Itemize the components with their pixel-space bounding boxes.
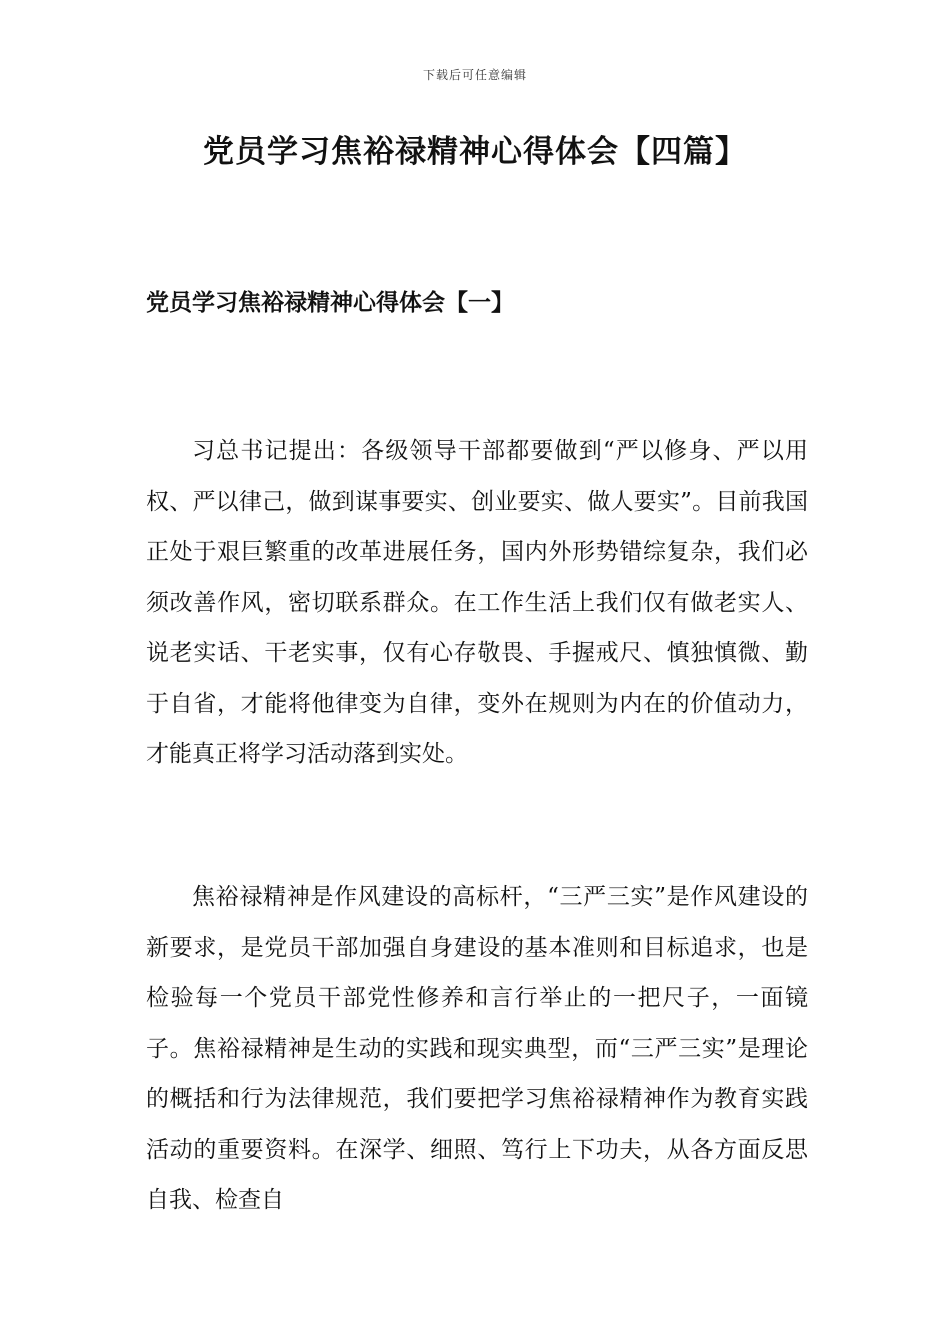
header-note: 下载后可任意编辑 (422, 68, 527, 82)
paragraph-2: 焦裕禄精神是作风建设的高标杆，“三严三实”是作风建设的新要求，是党员干部加强自身建设的基本准则和目标追求，也是检验每一个党员干部党性修养和言行举止的一把尺子，一面镜子。焦裕禄精神是生动的实践和现实典型，而“三严三实”是理论的概括和行为法律规范，我们要把学习焦裕禄精神作为教育实践活动的重要资料。在深学、细照、笃行上下功夫，从各方面反思自我、检查自 (146, 884, 808, 1213)
section-heading: 党员学习焦裕禄精神心得体会【一】 (146, 289, 514, 316)
paragraph-1: 习总书记提出：各级领导干部都要做到“严以修身、严以用权、严以律己，做到谋事要实、创业要实、做人要实”。目前我国正处于艰巨繁重的改革进展任务，国内外形势错综复杂，我们必须改善作风，密切联系群众。在工作生活上我们仅有做老实人、说老实话、干老实事，仅有心存敬畏、手握戒尺、慎独慎微、勤于自省，才能将他律变为自律，变外在规则为内在的价值动力，才能真正将学习活动落到实处。 (146, 438, 808, 767)
document-title: 党员学习焦裕禄精神心得体会【四篇】 (203, 134, 747, 170)
